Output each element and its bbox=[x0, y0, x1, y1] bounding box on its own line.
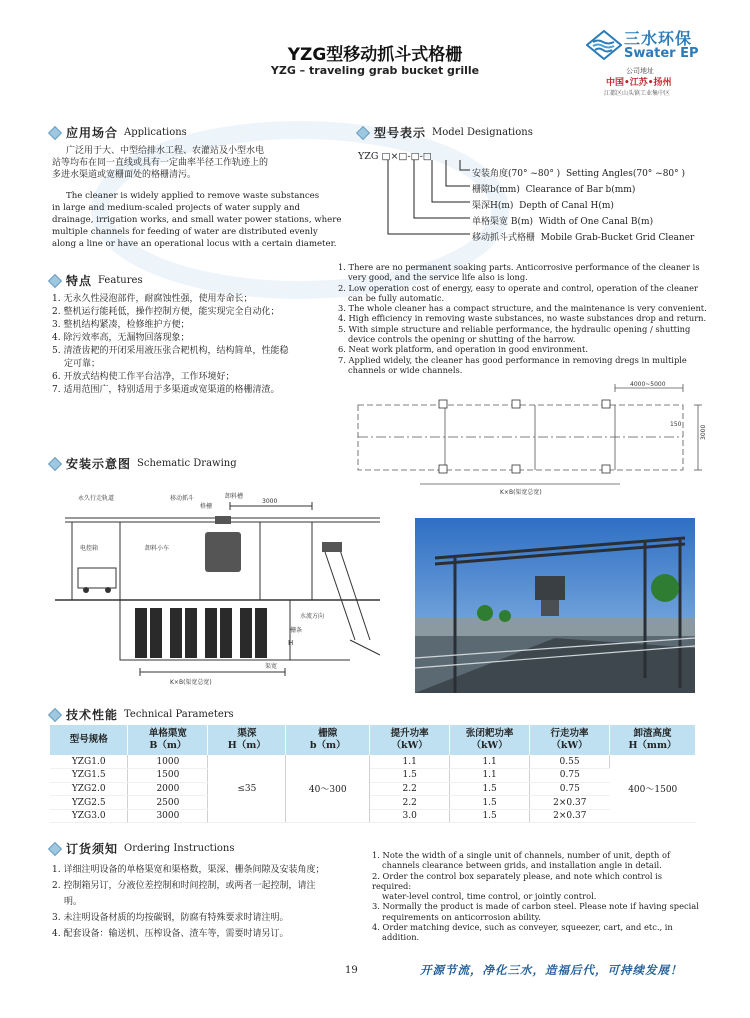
table-row bbox=[50, 755, 696, 769]
list-item: 定可靠； bbox=[64, 359, 101, 369]
table-cell: 1.1 bbox=[450, 769, 530, 783]
list-item: 3. 未注明设备材质的均按碳钢，防腐有特殊要求时请注明。 bbox=[52, 913, 289, 923]
parameters-heading bbox=[50, 706, 234, 723]
table-cell: 1.5 bbox=[370, 769, 450, 783]
plan-view-drawing bbox=[340, 380, 720, 500]
features-heading bbox=[50, 272, 143, 289]
table-cell: 2×0.37 bbox=[530, 796, 610, 810]
list-item: very good, and the service life also is long. bbox=[348, 272, 528, 283]
table-header-cell: 行走功率 （kW） bbox=[530, 725, 610, 755]
logo-mark-icon bbox=[586, 30, 622, 60]
logo-name-en: Swater EP bbox=[624, 46, 699, 61]
table-cell: 1.5 bbox=[450, 809, 530, 823]
table-row bbox=[50, 796, 696, 810]
list-item: 7. 适用范围广，特别适用于多渠道或宽渠道的格栅清渣。 bbox=[52, 385, 280, 395]
table-header-cell: 单格渠宽 B（m） bbox=[128, 725, 208, 755]
table-header-cell: 张闭耙功率 （kW） bbox=[450, 725, 530, 755]
list-item: 5. 清渣齿耙的开闭采用液压张合耙机构，结构简单，性能稳 bbox=[52, 346, 289, 356]
table-cell: 3.0 bbox=[370, 809, 450, 823]
label-grab: 移动抓斗 bbox=[170, 495, 195, 502]
table-row bbox=[50, 809, 696, 823]
table-cell: 2.2 bbox=[370, 796, 450, 810]
list-item: water-level control, time control, or jointly control. bbox=[382, 891, 597, 902]
table-cell: YZG1.5 bbox=[50, 769, 128, 783]
list-item: 4. Order matching device, such as conveyer, squeezer, cart, and etc., in bbox=[372, 922, 673, 933]
list-item: 4. 除污效率高，无漏物回落现象； bbox=[52, 333, 190, 343]
table-cell: 1000 bbox=[128, 755, 208, 769]
parameters-table bbox=[50, 725, 696, 823]
applications-cn-line: 广泛用于大、中型给排水工程、农灌站及小型水电 bbox=[66, 146, 265, 156]
section-diamond-icon bbox=[356, 125, 370, 139]
model-line-5: 移动抓斗式格栅 Mobile Grab-Bucket Grid Cleaner bbox=[472, 233, 695, 243]
table-cell: YZG2.0 bbox=[50, 782, 128, 796]
ordering-heading-cn: 订货须知 bbox=[66, 842, 119, 856]
table-header-cell: 渠深 H（m） bbox=[208, 725, 286, 755]
ordering-list-en bbox=[372, 850, 702, 943]
table-row bbox=[50, 782, 696, 796]
schematic-heading-en: Schematic Drawing bbox=[137, 458, 237, 469]
label-rail: 永久行走轨道 bbox=[78, 495, 115, 502]
model-code: YZG □×□-□-□ bbox=[358, 151, 432, 162]
table-cell: 2000 bbox=[128, 782, 208, 796]
table-cell-height: 400～1500 bbox=[610, 755, 696, 823]
applications-cn-line: 站等均布在同一直线或具有一定曲率半径工作轨迹上的 bbox=[52, 158, 269, 168]
list-item: 明。 bbox=[64, 897, 83, 907]
table-row bbox=[50, 769, 696, 783]
table-cell-depth: ≤35 bbox=[208, 755, 286, 823]
list-item: 7. Applied widely, the cleaner has good performance in removing dregs in multiple bbox=[338, 354, 687, 365]
list-item: device controls the opening or shutting of the harrow. bbox=[348, 334, 576, 345]
footer-slogan: 开源节流，净化三水，造福后代，可持续发展！ bbox=[420, 963, 683, 977]
label-flow-direction: 水流方向 bbox=[300, 613, 325, 620]
section-diamond-icon bbox=[48, 273, 62, 287]
installation-photo bbox=[415, 518, 695, 693]
table-cell: 3000 bbox=[128, 809, 208, 823]
applications-en-line: drainage, irrigation works, and small water power stations, where bbox=[52, 215, 342, 225]
installation-schematic-drawing bbox=[50, 490, 390, 695]
parameters-heading-cn: 技术性能 bbox=[66, 708, 119, 722]
dim-label-plan-total: K×B(渠宽总宽) bbox=[500, 489, 542, 496]
list-item: 1. Note the width of a single unit of channels, number of unit, depth of bbox=[372, 850, 671, 860]
model-line-2: 栅隙b(mm) Clearance of Bar b(mm) bbox=[472, 185, 636, 195]
list-item: 2. 控制箱另订，分液位差控制和时间控制，或两者一起控制，请注 bbox=[52, 881, 316, 891]
list-item: 6. 开放式结构使工作平台洁净，工作环境好； bbox=[52, 372, 235, 382]
list-item: can be fully automatic. bbox=[348, 292, 445, 303]
table-cell: 1.1 bbox=[450, 755, 530, 769]
list-item: channels clearance between grids, and installation angle in detail. bbox=[382, 860, 662, 871]
list-item: 2. Low operation cost of energy, easy to operate and control, operation of the cleaner bbox=[338, 282, 699, 293]
section-diamond-icon bbox=[48, 707, 62, 721]
model-heading-en: Model Designations bbox=[432, 127, 533, 138]
label-depth: H bbox=[288, 639, 294, 647]
applications-text-en bbox=[52, 190, 342, 250]
list-item: 2. Order the control box separately please, and note which control is required: bbox=[372, 870, 663, 891]
applications-heading bbox=[50, 124, 187, 141]
list-item: 1. 无永久性浸泡部件，耐腐蚀性强，使用寿命长； bbox=[52, 294, 253, 304]
model-bracket-lines bbox=[380, 158, 472, 242]
applications-heading-en: Applications bbox=[124, 127, 187, 138]
table-cell: 1.1 bbox=[370, 755, 450, 769]
schematic-heading-cn: 安装示意图 bbox=[66, 457, 132, 471]
table-cell: YZG2.5 bbox=[50, 796, 128, 810]
list-item: 1. 详细注明设备的单格渠宽和渠格数，渠深、栅条间隙及安装角度； bbox=[52, 865, 325, 875]
label-channel-width: 渠宽 bbox=[265, 663, 278, 670]
applications-en-line: along a line or have an operational locus with a certain diameter. bbox=[52, 239, 337, 249]
table-cell: YZG1.0 bbox=[50, 755, 128, 769]
list-item: 3. Normally the product is made of carbon steel. Please note if having special bbox=[372, 901, 699, 912]
table-cell: YZG3.0 bbox=[50, 809, 128, 823]
logo-address-label: 公司地址 bbox=[626, 67, 654, 75]
list-item: requirements on anticorrosion ability. bbox=[382, 911, 541, 922]
features-list-cn bbox=[52, 293, 342, 397]
table-cell: 2×0.37 bbox=[530, 809, 610, 823]
dim-label-plan-offset: 150 bbox=[670, 421, 682, 428]
list-item: 2. 整机运行能耗低，操作控制方便，能实现完全自动化； bbox=[52, 307, 280, 317]
table-cell: 0.55 bbox=[530, 755, 610, 769]
list-item: 1. There are no permanent soaking parts. Anticorrosive performance of the cleaner is bbox=[338, 262, 700, 272]
label-chute: 卸料槽 bbox=[225, 493, 244, 500]
table-cell: 2.2 bbox=[370, 782, 450, 796]
dim-label-plan-width: 4000~5000 bbox=[630, 381, 666, 388]
table-cell: 1.5 bbox=[450, 782, 530, 796]
label-span: 3000 bbox=[262, 498, 278, 505]
model-heading-cn: 型号表示 bbox=[374, 126, 427, 140]
applications-en-line: multiple channels for feeding of water are distributed evenly bbox=[52, 227, 318, 237]
applications-en-line: The cleaner is widely applied to remove waste substances bbox=[66, 191, 320, 201]
applications-text-cn bbox=[52, 145, 332, 181]
page-number: 19 bbox=[345, 965, 358, 976]
list-item: addition. bbox=[382, 932, 420, 943]
ordering-heading-en: Ordering Instructions bbox=[124, 843, 235, 854]
logo-address: 中国•江苏•扬州 bbox=[606, 78, 672, 88]
ordering-heading bbox=[50, 840, 234, 857]
table-cell: 1.5 bbox=[450, 796, 530, 810]
label-cart: 卸料小车 bbox=[145, 545, 170, 552]
section-diamond-icon bbox=[48, 456, 62, 470]
list-item: 4. High efficiency in removing waste substances, no waste substances drop and return. bbox=[338, 313, 707, 324]
list-item: 3. The whole cleaner has a compact structure, and the maintenance is very convenient. bbox=[338, 303, 707, 314]
label-bars: 栅条 bbox=[290, 627, 303, 634]
section-diamond-icon bbox=[48, 841, 62, 855]
applications-cn-line: 多进水渠道或宽栅面处的格栅清污。 bbox=[52, 170, 197, 180]
features-list-en bbox=[338, 262, 708, 375]
applications-en-line: in large and medium-scaled projects of water supply and bbox=[52, 203, 301, 213]
parameters-heading-en: Technical Parameters bbox=[124, 709, 234, 720]
list-item: 3. 整机结构紧凑，检修维护方便； bbox=[52, 320, 190, 330]
list-item: 4. 配套设备：输送机、压榨设备、渣车等，需要时请另订。 bbox=[52, 929, 289, 939]
applications-heading-cn: 应用场合 bbox=[66, 126, 119, 140]
table-cell-gap: 40～300 bbox=[286, 755, 370, 823]
table-header-cell: 栅隙 b（m） bbox=[286, 725, 370, 755]
table-header-row bbox=[50, 725, 696, 755]
table-cell: 2500 bbox=[128, 796, 208, 810]
table-header-cell: 卸渣高度 H（mm） bbox=[610, 725, 696, 755]
model-line-4: 单格渠宽 B(m) Width of One Canal B(m) bbox=[472, 217, 654, 227]
dim-label-plan-depth: 3000 bbox=[700, 424, 707, 440]
logo-address-detail: 江都区山头镇工业集中区 bbox=[604, 90, 671, 97]
model-line-3: 渠深H(m) Depth of Canal H(m) bbox=[472, 201, 614, 211]
list-item: 5. With simple structure and reliable performance, the hydraulic opening / shutting bbox=[338, 323, 691, 334]
table-cell: 1500 bbox=[128, 769, 208, 783]
page-title: YZG型移动抓斗式格栅 bbox=[287, 45, 463, 65]
features-heading-en: Features bbox=[98, 275, 143, 286]
ordering-list-cn bbox=[52, 862, 362, 942]
table-header-cell: 型号规格 bbox=[50, 725, 128, 755]
list-item: 6. Neat work platform, and operation in good environment. bbox=[338, 344, 588, 355]
list-item: channels or wide channels. bbox=[348, 364, 463, 375]
model-heading bbox=[358, 124, 533, 141]
label-control-box: 电控箱 bbox=[80, 545, 99, 552]
label-total-width: K×B(渠宽总宽) bbox=[170, 679, 212, 686]
page-subtitle: YZG – traveling grab bucket grille bbox=[270, 64, 480, 77]
table-cell: 0.75 bbox=[530, 769, 610, 783]
logo-name-cn: 三水环保 bbox=[624, 29, 693, 48]
section-diamond-icon bbox=[48, 125, 62, 139]
features-heading-cn: 特点 bbox=[66, 274, 93, 288]
table-cell: 0.75 bbox=[530, 782, 610, 796]
model-line-1: 安装角度(70° ~80° ) Setting Angles(70° ~80° ) bbox=[472, 169, 686, 179]
schematic-heading bbox=[50, 455, 237, 472]
label-screen: 格栅 bbox=[200, 503, 213, 510]
table-header-cell: 提升功率 （kW） bbox=[370, 725, 450, 755]
